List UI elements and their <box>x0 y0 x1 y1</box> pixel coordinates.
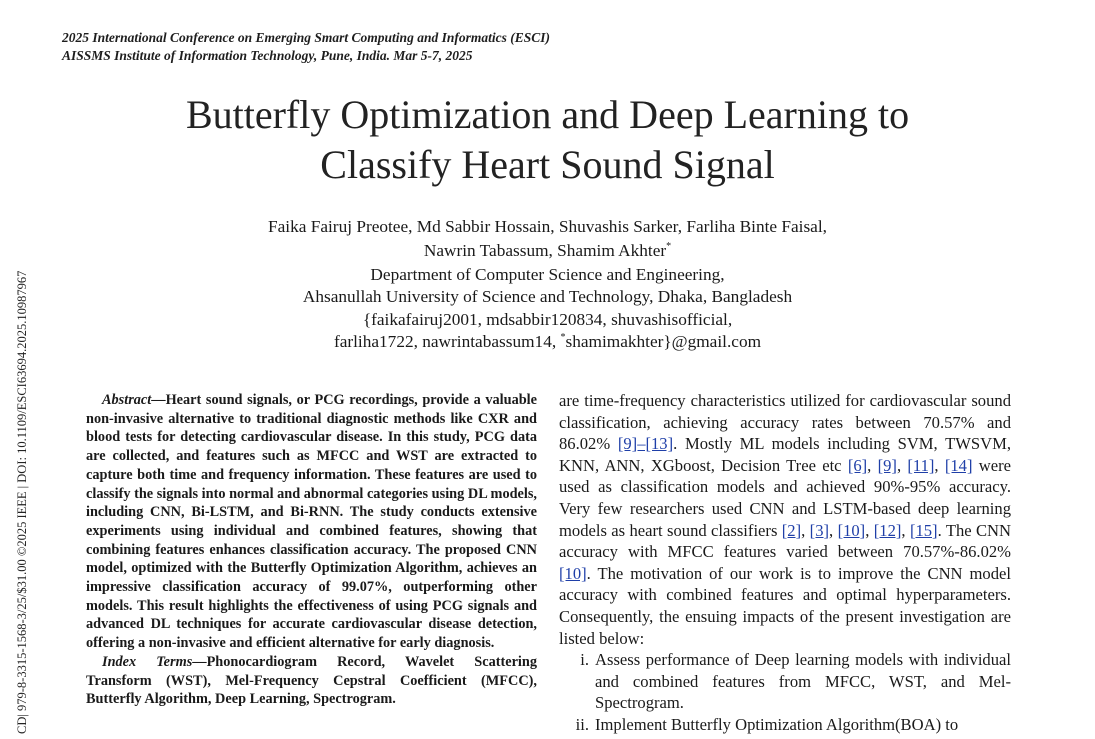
abstract-text: —Heart sound signals, or PCG recordings, provide a valuable non-invasive alternative to traditional diagnostic methods like CXR and blood tests for detecting cardiovascular disease. In this study, PCG data are collected, and features such as MFCC and WST are extracted to capture both time and frequency information. These features are used to classify the signals into normal and abnormal categories using DL models, including CNN, Bi-LSTM, and Bi-RNN. The study conducts extensive experiments using individual and combined features, showing that combining features enhances classification accuracy. The proposed CNN model, optimized with the Butterfly Optimization Algorithm, achieves an impressive classification accuracy of 99.07%, outperforming other models. This result highlights the effectiveness of using PCG signals and advanced DL techniques for accurate cardiovascular disease detection, offering a non-invasive and efficient alternative for early diagnosis. <box>86 392 537 652</box>
list-number: i. <box>580 650 589 670</box>
body-text: , <box>896 455 908 475</box>
university: Ahsanullah University of Science and Technology, Dhaka, Bangladesh <box>302 287 793 306</box>
email-suffix: shamimakhter}@gmail.com <box>565 332 762 351</box>
citation-link[interactable]: [10] <box>559 563 587 583</box>
contribution-item <box>559 649 1011 714</box>
body-text: , <box>867 455 878 475</box>
body-text: are time-frequency characteristics utilized for cardiovascular sound classification, achieving accuracy rates between 70.57% and 86.02% <box>559 391 1011 454</box>
list-text: Assess performance of Deep learning models with individual and combined features from MFCC, WST, and Mel-Spectrogram. <box>595 650 1011 713</box>
citation-link[interactable]: [11] <box>907 455 935 475</box>
author-list-line2 <box>0 240 1095 263</box>
citation-link[interactable]: [14] <box>944 455 973 475</box>
email-mark: * <box>560 332 566 344</box>
citation-link[interactable]: [2] <box>781 520 802 540</box>
body-text: , <box>829 520 838 540</box>
doi-sidebar: CD| 979-8-3315-1568-3/25/$31.00 ©2025 IEEE | DOI: 10.1109/ESCI63694.2025.10987967 <box>15 270 29 734</box>
citation-link[interactable]: [10] <box>837 520 866 540</box>
citation-link[interactable]: [9] <box>877 455 897 475</box>
corresponding-mark: * <box>666 241 672 253</box>
body-text: . Mostly ML models including SVM, TWSVM, KNN, ANN, XGboost, Decision Tree etc <box>559 434 1011 475</box>
conference-name: 2025 International Conference on Emerging Smart Computing and Informatics (ESCI) <box>62 30 550 45</box>
abstract-label: Abstract <box>102 392 152 408</box>
email-prefix: farliha1722, nawrintabassum14, <box>333 332 561 351</box>
citation-link[interactable]: [9]–[13] <box>617 434 674 454</box>
body-text: , <box>934 455 945 475</box>
citation-link[interactable]: [6] <box>847 455 868 475</box>
citation-link[interactable]: [12] <box>873 520 902 540</box>
email-line2 <box>0 331 1095 354</box>
contribution-item <box>559 714 1011 736</box>
author-names: Nawrin Tabassum, Shamim Akhter <box>423 241 667 260</box>
body-paragraph <box>559 390 1011 649</box>
conference-venue: AISSMS Institute of Information Technology, Pune, India. Mar 5-7, 2025 <box>62 48 473 63</box>
author-list-line1: Faika Fairuj Preotee, Md Sabbir Hossain, Shuvashis Sarker, Farliha Binte Faisal, <box>268 217 827 236</box>
body-text: , <box>901 520 910 540</box>
citation-link[interactable]: [3] <box>809 520 830 540</box>
right-column <box>559 390 1011 736</box>
department: Department of Computer Science and Engineering, <box>370 265 725 284</box>
body-text: . The motivation of our work is to improve the CNN model accuracy with combined features and optimal hyperparameters. Consequently, the ensuing impacts of the present investigation are listed below: <box>559 563 1011 648</box>
body-text: were used as classification models and achieved 90%-95% accuracy. Very few researchers used CNN and LSTM-based deep learning models as heart sound classifiers <box>559 455 1011 540</box>
list-number: ii. <box>575 714 589 734</box>
email-line1: {faikafairuj2001, mdsabbir120834, shuvashisofficial, <box>362 310 733 329</box>
paper-title-line1: Butterfly Optimization and Deep Learning to <box>185 92 910 137</box>
list-text: Implement Butterfly Optimization Algorithm(BOA) to <box>595 714 959 734</box>
abstract-block <box>86 391 537 709</box>
body-text: . The CNN accuracy with MFCC features varied between 70.57%-86.02% <box>559 520 1012 562</box>
index-terms-text: —Phonocardiogram Record, Wavelet Scattering Transform (WST), Mel-Frequency Cepstral Coefficient (MFCC), Butterfly Algorithm, Deep Learning, Spectrogram. <box>86 653 538 708</box>
citation-link[interactable]: [15] <box>909 520 938 540</box>
paper-title-line2: Classify Heart Sound Signal <box>320 142 775 187</box>
body-text: , <box>801 520 810 540</box>
abstract-paragraph <box>86 391 537 653</box>
body-text: , <box>865 520 874 540</box>
index-terms-label: Index Terms <box>102 653 193 670</box>
index-terms-paragraph <box>86 653 537 709</box>
